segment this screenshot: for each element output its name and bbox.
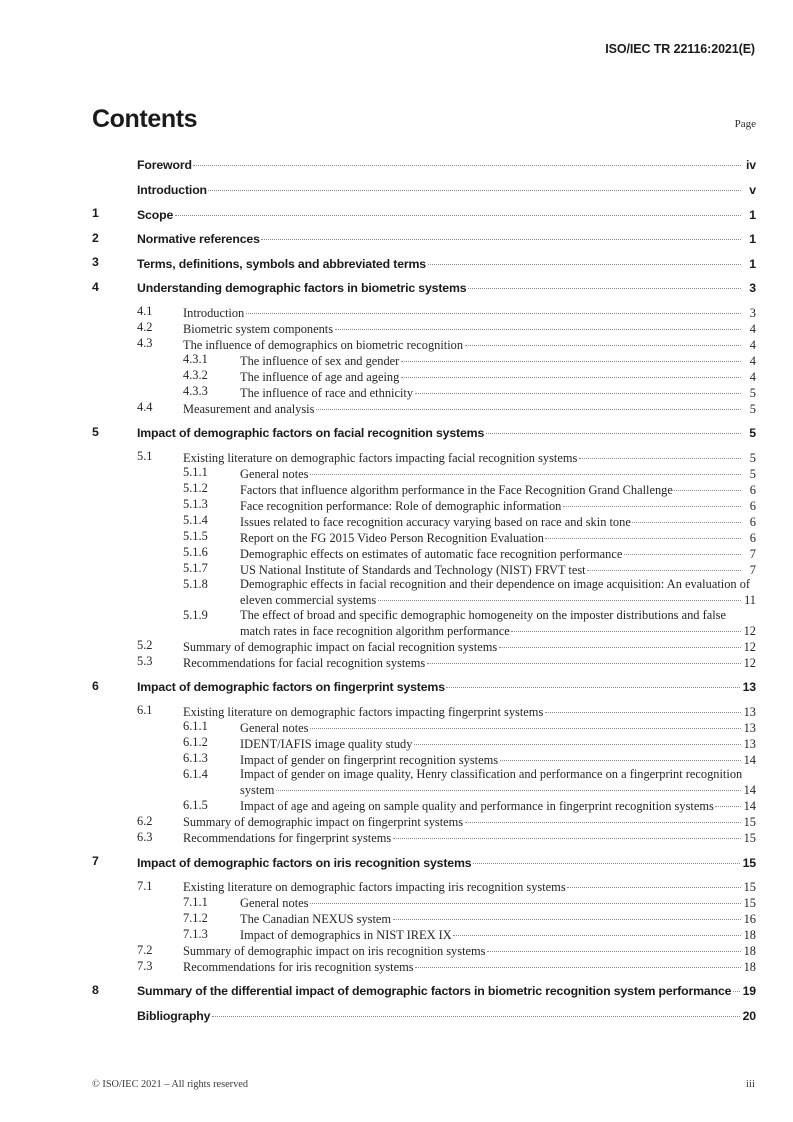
toc-entry-page-number: 4 [749, 337, 756, 352]
toc-dot-leader [175, 206, 741, 218]
toc-entry-page-number: 1 [749, 207, 756, 222]
toc-entry-page-number: 6 [749, 514, 756, 529]
toc-entry-page-number: 19 [742, 984, 756, 999]
toc-entry-body [240, 368, 756, 384]
toc-dot-leader [393, 911, 741, 923]
toc-entry-body [137, 231, 756, 247]
toc-entry-body [183, 830, 756, 846]
toc-dot-leader [632, 513, 740, 525]
toc-entry-label: Impact of demographics in NIST IREX IX [240, 928, 452, 943]
toc-entry-label: Terms, definitions, symbols and abbreviated terms [137, 256, 426, 271]
toc-entry-label: Scope [137, 207, 174, 222]
toc-entry-label: The influence of demographics on biometric recognition [183, 337, 464, 352]
toc-dot-leader [487, 943, 741, 955]
toc-entry-label: Impact of gender on fingerprint recognition systems [240, 752, 499, 767]
toc-entry-number: 5.1.4 [183, 513, 208, 528]
toc-entry[interactable] [92, 336, 756, 352]
toc-entry-body [183, 959, 756, 975]
toc-dot-leader [428, 255, 741, 267]
toc-entry-label-line [240, 608, 756, 623]
toc-dot-leader [473, 854, 740, 866]
toc-entry-number: 3 [92, 255, 99, 270]
toc-entry-label: Recommendations for facial recognition systems [183, 655, 426, 670]
toc-entry-page-number: 18 [743, 944, 756, 959]
toc-dot-leader [465, 814, 741, 826]
toc-entry-number: 6.1.3 [183, 751, 208, 766]
toc-dot-leader [563, 497, 741, 509]
toc-entry-page-number: 4 [749, 321, 756, 336]
toc-entry-label-line [240, 782, 756, 798]
toc-entry-number: 5 [92, 424, 99, 439]
toc-entry-number: 5.1.3 [183, 497, 208, 512]
toc-entry-body [240, 911, 756, 927]
toc-entry[interactable] [92, 497, 756, 513]
toc-entry-number: 7 [92, 854, 99, 869]
toc-entry-number: 4.1 [137, 304, 153, 319]
toc-entry-body [137, 425, 756, 441]
toc-dot-leader [579, 449, 741, 461]
toc-entry-number: 4 [92, 279, 99, 294]
toc-entry-body [137, 854, 756, 870]
toc-dot-leader [401, 368, 741, 380]
toc-dot-leader [261, 231, 740, 243]
toc-entry-page-number: 6 [749, 482, 756, 497]
toc-entry-body [240, 798, 756, 814]
toc-entry[interactable] [92, 767, 756, 798]
toc-dot-leader [378, 592, 741, 604]
toc-dot-leader [415, 384, 741, 396]
toc-entry-label: Factors that influence algorithm performance in the Face Recognition Grand Challenge [240, 482, 673, 497]
toc-entry-label: Summary of demographic impact on fingerprint systems [183, 815, 464, 830]
toc-entry-body [183, 304, 756, 320]
toc-entry[interactable] [92, 157, 756, 173]
toc-entry-label: General notes [240, 720, 309, 735]
toc-entry-label: General notes [240, 896, 309, 911]
toc-entry-page-number: 11 [744, 593, 756, 608]
toc-entry-list [92, 157, 756, 1024]
toc-entry-label: General notes [240, 466, 309, 481]
toc-entry[interactable] [92, 481, 756, 497]
toc-dot-leader [414, 735, 741, 747]
toc-dot-leader [624, 545, 741, 557]
toc-entry-body [240, 465, 756, 481]
toc-entry-label: Existing literature on demographic factors impacting facial recognition systems [183, 450, 578, 465]
toc-entry[interactable] [92, 983, 756, 999]
toc-dot-leader [310, 465, 741, 477]
page-column-label: Page [734, 118, 756, 130]
toc-entry-page-number: 12 [743, 655, 756, 670]
toc-dot-leader [567, 879, 740, 891]
toc-entry[interactable] [92, 529, 756, 545]
toc-entry-body [183, 814, 756, 830]
toc-dot-leader [545, 703, 741, 715]
toc-entry[interactable] [92, 513, 756, 529]
toc-entry-number: 7.1 [137, 878, 153, 893]
toc-entry-page-number: 14 [743, 799, 756, 814]
toc-entry-body [183, 449, 756, 465]
toc-entry-body [240, 545, 756, 561]
toc-entry-label: Demographic effects on estimates of automatic face recognition performance [240, 546, 623, 561]
toc-entry-label: US National Institute of Standards and Technology (NIST) FRVT test [240, 562, 586, 577]
toc-entry-page-number: 13 [743, 720, 756, 735]
toc-entry[interactable] [92, 751, 756, 767]
toc-entry-page-number: 5 [749, 450, 756, 465]
toc-entry-body [240, 735, 756, 751]
toc-entry-number: 6.1.4 [183, 767, 208, 782]
toc-entry-page-number: 4 [749, 353, 756, 368]
toc-entry-body [183, 400, 756, 416]
toc-entry-number: 5.1.9 [183, 607, 208, 622]
toc-dot-leader [486, 425, 741, 437]
toc-entry-page-number: 1 [749, 232, 756, 247]
toc-entry-number: 5.1.5 [183, 529, 208, 544]
toc-entry-page-number: 13 [742, 680, 756, 695]
toc-dot-leader [587, 561, 740, 573]
toc-entry-body [240, 481, 756, 497]
toc-entry[interactable] [92, 465, 756, 481]
toc-entry-label: Measurement and analysis [183, 401, 315, 416]
toc-entry[interactable] [92, 719, 756, 735]
toc-entry-number: 2 [92, 230, 99, 245]
toc-entry-body [240, 927, 756, 943]
page-title: Contents [92, 105, 198, 133]
toc-entry-label: Normative references [137, 232, 260, 247]
toc-entry-page-number: 20 [742, 1009, 756, 1023]
toc-entry-body [240, 719, 756, 735]
toc-entry-number: 4.3.1 [183, 352, 208, 367]
toc-entry[interactable] [92, 679, 756, 695]
toc-entry[interactable] [92, 320, 756, 336]
toc-entry[interactable] [92, 545, 756, 561]
toc-entry-page-number: 5 [749, 385, 756, 400]
toc-dot-leader [276, 782, 741, 794]
toc-entry-body [137, 157, 756, 173]
toc-entry-number: 8 [92, 983, 99, 998]
toc-entry[interactable] [92, 352, 756, 368]
toc-entry-page-number: 18 [743, 928, 756, 943]
toc-entry-label: IDENT/IAFIS image quality study [240, 736, 413, 751]
toc-entry-page-number: 12 [743, 639, 756, 654]
toc-entry-page-number: 6 [749, 498, 756, 513]
toc-entry[interactable] [92, 735, 756, 751]
toc-entry-page-number: 5 [749, 466, 756, 481]
toc-dot-leader [453, 927, 740, 939]
toc-dot-leader [427, 654, 741, 666]
toc-entry[interactable] [92, 561, 756, 577]
toc-entry-body [137, 255, 756, 271]
toc-entry-label: Summary of demographic impact on facial recognition systems [183, 639, 498, 654]
toc-dot-leader [545, 529, 740, 541]
document-header-standard-number: ISO/IEC TR 22116:2021(E) [605, 42, 755, 56]
toc-entry-body [240, 352, 756, 368]
toc-entry-number: 5.1.6 [183, 545, 208, 560]
toc-entry-label: Impact of demographic factors on iris recognition systems [137, 855, 472, 870]
toc-entry-body [137, 983, 756, 999]
toc-dot-leader [208, 182, 740, 194]
toc-entry-page-number: 1 [749, 256, 756, 271]
page-folio: iii [745, 1078, 755, 1090]
table-of-contents [92, 105, 756, 1032]
toc-entry-label: The influence of age and ageing [240, 369, 400, 384]
toc-entry[interactable] [92, 703, 756, 719]
toc-entry-label: Impact of age and ageing on sample quality and performance in fingerprint recognition systems [240, 799, 714, 814]
toc-entry[interactable] [92, 206, 756, 222]
toc-entry-body [240, 513, 756, 529]
toc-dot-leader [468, 280, 741, 292]
toc-entry-page-number: 16 [743, 912, 756, 927]
toc-entry-page-number: 15 [742, 855, 756, 870]
toc-dot-leader [310, 719, 741, 731]
toc-entry-body [240, 577, 756, 608]
toc-entry-body [137, 182, 756, 198]
toc-entry-page-number: 12 [743, 623, 756, 638]
toc-dot-leader [393, 830, 741, 842]
toc-entry[interactable] [92, 911, 756, 927]
toc-entry-label: The influence of race and ethnicity [240, 385, 414, 400]
toc-entry[interactable] [92, 608, 756, 639]
toc-entry-number: 5.3 [137, 654, 153, 669]
toc-entry-body [183, 703, 756, 719]
toc-entry-number: 5.1.2 [183, 481, 208, 496]
toc-entry-page-number: 15 [743, 880, 756, 895]
toc-entry-number: 5.1.7 [183, 561, 208, 576]
toc-entry-number: 7.1.3 [183, 926, 208, 941]
toc-entry-body [137, 1008, 756, 1024]
toc-entry-page-number: 7 [749, 562, 756, 577]
toc-entry-number: 6.1.1 [183, 719, 208, 734]
toc-entry-label: The effect of broad and specific demographic homogeneity on the imposter distributions and false [240, 607, 726, 622]
toc-entry-page-number: 5 [749, 401, 756, 416]
toc-entry-label: system [240, 783, 275, 798]
toc-entry-page-number: 15 [743, 815, 756, 830]
toc-entry-label: Biometric system components [183, 321, 334, 336]
toc-dot-leader [499, 638, 741, 650]
toc-entry-label-line [240, 622, 756, 638]
toc-entry-page-number: iv [746, 158, 756, 173]
toc-entry-body [240, 529, 756, 545]
toc-entry-label: match rates in face recognition algorithm performance [240, 623, 510, 638]
toc-entry-label: Demographic effects in facial recognition and their dependence on image acquisition: An evaluation of [240, 577, 751, 592]
toc-entry-page-number: 4 [749, 369, 756, 384]
toc-entry-number: 5.1 [137, 449, 153, 464]
toc-dot-leader [446, 679, 740, 691]
toc-dot-leader [316, 400, 741, 412]
toc-entry-number: 4.2 [137, 320, 153, 335]
toc-entry[interactable] [92, 814, 756, 830]
toc-entry-number: 5.2 [137, 638, 153, 653]
toc-dot-leader [193, 157, 740, 169]
toc-dot-leader [335, 320, 741, 332]
toc-entry-number: 6 [92, 678, 99, 693]
toc-entry-label: Face recognition performance: Role of demographic information [240, 498, 562, 513]
toc-entry[interactable] [92, 400, 756, 416]
toc-entry-page-number: 5 [749, 426, 756, 441]
toc-entry-body [183, 879, 756, 895]
toc-entry[interactable] [92, 255, 756, 271]
toc-entry-number: 4.3 [137, 336, 153, 351]
toc-entry-label: Introduction [183, 305, 245, 320]
toc-entry[interactable] [92, 798, 756, 814]
toc-entry-body [137, 280, 756, 296]
toc-entry-page-number: 13 [743, 704, 756, 719]
toc-entry[interactable] [92, 280, 756, 296]
toc-dot-leader [465, 336, 741, 348]
toc-entry[interactable] [92, 895, 756, 911]
toc-entry[interactable] [92, 425, 756, 441]
toc-entry-body [183, 638, 756, 654]
toc-entry-label: Impact of gender on image quality, Henry classification and performance on a fingerprint recognition [240, 767, 743, 782]
toc-entry[interactable] [92, 830, 756, 846]
toc-entry[interactable] [92, 959, 756, 975]
toc-entry-label: Recommendations for fingerprint systems [183, 831, 392, 846]
toc-entry-body [183, 943, 756, 959]
toc-dot-leader [401, 352, 741, 364]
toc-entry-label-line [240, 577, 756, 592]
toc-entry-page-number: 15 [743, 831, 756, 846]
toc-entry[interactable] [92, 1008, 756, 1024]
toc-dot-leader [674, 481, 740, 493]
toc-entry-number: 7.3 [137, 958, 153, 973]
contents-header-row [92, 105, 756, 134]
toc-entry-body [240, 751, 756, 767]
toc-entry-body [240, 384, 756, 400]
toc-entry[interactable] [92, 304, 756, 320]
toc-entry-label: Understanding demographic factors in biometric systems [137, 281, 467, 296]
toc-entry-page-number: 13 [743, 736, 756, 751]
toc-entry-number: 7.2 [137, 942, 153, 957]
toc-entry-page-number: v [749, 182, 756, 197]
toc-entry[interactable] [92, 182, 756, 198]
toc-entry-number: 5.1.1 [183, 465, 208, 480]
toc-entry[interactable] [92, 368, 756, 384]
toc-entry-body [240, 608, 756, 639]
toc-entry-number: 4.3.3 [183, 384, 208, 399]
toc-entry-page-number: 6 [749, 530, 756, 545]
toc-entry-body [240, 767, 756, 798]
toc-entry-number: 1 [92, 206, 99, 221]
toc-entry-body [183, 320, 756, 336]
toc-entry-body [137, 206, 756, 222]
toc-entry-page-number: 15 [743, 896, 756, 911]
toc-entry-page-number: 7 [749, 546, 756, 561]
toc-entry[interactable] [92, 879, 756, 895]
toc-entry-body [183, 336, 756, 352]
toc-entry[interactable] [92, 577, 756, 608]
toc-entry-label-line [240, 592, 756, 608]
toc-entry-number: 6.1.2 [183, 735, 208, 750]
toc-entry-page-number: 14 [743, 783, 756, 798]
toc-entry-body [137, 679, 756, 695]
toc-entry-number: 5.1.8 [183, 577, 208, 592]
toc-entry-label: Existing literature on demographic factors impacting iris recognition systems [183, 880, 566, 895]
toc-entry[interactable] [92, 943, 756, 959]
copyright-notice: © ISO/IEC 2021 – All rights reserved [92, 1079, 248, 1090]
toc-entry-number: 6.2 [137, 813, 153, 828]
toc-entry-label: Summary of demographic impact on iris recognition systems [183, 944, 486, 959]
toc-dot-leader [310, 895, 741, 907]
page-footer [92, 1078, 755, 1090]
toc-entry-number: 6.1 [137, 703, 153, 718]
toc-entry[interactable] [92, 854, 756, 870]
toc-entry-page-number: 18 [743, 960, 756, 975]
toc-entry-label: Bibliography [137, 1009, 211, 1023]
toc-dot-leader [212, 1008, 740, 1020]
toc-entry-number: 7.1.2 [183, 910, 208, 925]
toc-entry-number: 7.1.1 [183, 894, 208, 909]
toc-entry[interactable] [92, 384, 756, 400]
toc-entry-label: Introduction [137, 182, 207, 197]
toc-entry-page-number: 3 [749, 305, 756, 320]
toc-entry-page-number: 14 [743, 752, 756, 767]
toc-entry[interactable] [92, 638, 756, 654]
toc-entry-label: Existing literature on demographic factors impacting fingerprint systems [183, 704, 544, 719]
toc-entry-page-number: 3 [749, 281, 756, 296]
toc-entry-label: eleven commercial systems [240, 593, 377, 608]
toc-dot-leader [246, 304, 741, 316]
toc-entry[interactable] [92, 231, 756, 247]
toc-entry-body [240, 561, 756, 577]
toc-entry-body [183, 654, 756, 670]
toc-dot-leader [733, 983, 740, 995]
toc-entry-label: Issues related to face recognition accuracy varying based on race and skin tone [240, 514, 631, 529]
toc-entry-label: The Canadian NEXUS system [240, 912, 392, 927]
toc-entry-label: Impact of demographic factors on facial recognition systems [137, 426, 485, 441]
toc-dot-leader [511, 622, 740, 634]
toc-entry-body [240, 895, 756, 911]
toc-entry-number: 4.4 [137, 400, 153, 415]
toc-entry-body [240, 497, 756, 513]
toc-entry[interactable] [92, 927, 756, 943]
toc-entry-number: 4.3.2 [183, 368, 208, 383]
toc-entry[interactable] [92, 654, 756, 670]
toc-entry-label: Impact of demographic factors on fingerprint systems [137, 680, 445, 695]
toc-entry-label: Foreword [137, 158, 192, 173]
toc-dot-leader [415, 959, 740, 971]
toc-entry-label-line [240, 767, 756, 782]
toc-entry[interactable] [92, 449, 756, 465]
toc-entry-label: Recommendations for iris recognition systems [183, 960, 414, 975]
toc-dot-leader [715, 798, 740, 810]
toc-entry-label: The influence of sex and gender [240, 353, 400, 368]
toc-entry-number: 6.3 [137, 829, 153, 844]
toc-entry-label: Report on the FG 2015 Video Person Recognition Evaluation [240, 530, 544, 545]
toc-entry-label: Summary of the differential impact of demographic factors in biometric recognition system performance [137, 984, 732, 999]
toc-dot-leader [500, 751, 741, 763]
toc-entry-number: 6.1.5 [183, 797, 208, 812]
